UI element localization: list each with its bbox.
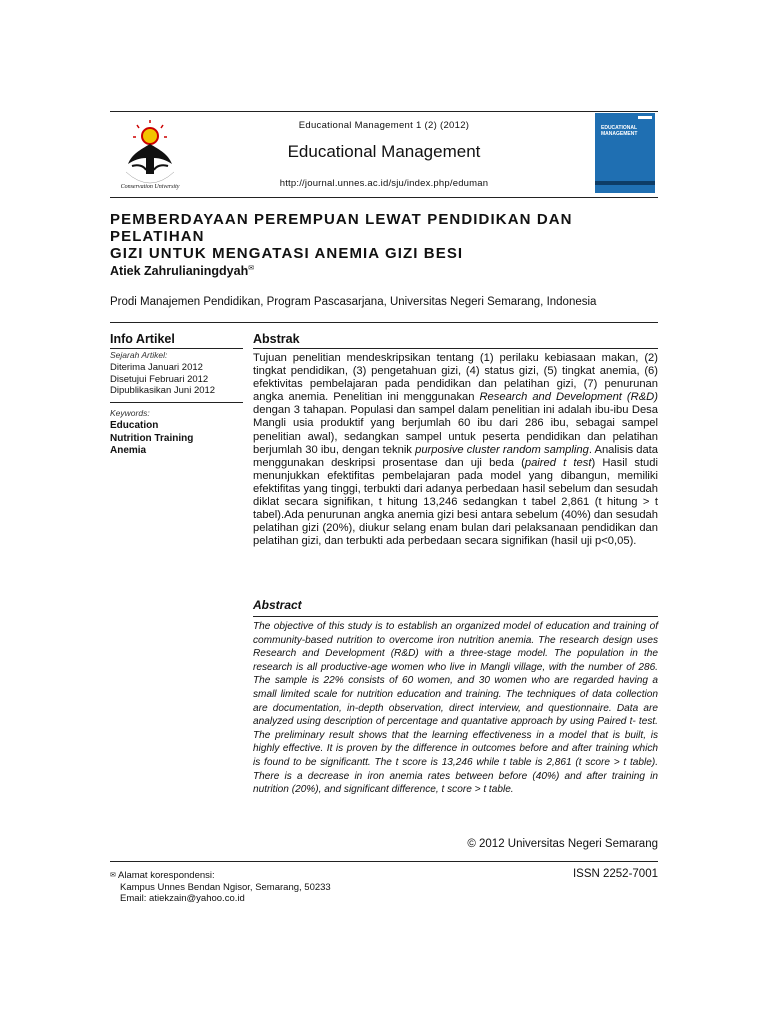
abstract-heading-rule [253, 616, 658, 617]
header-bottom-rule [110, 197, 658, 198]
correspondence [110, 870, 331, 905]
journal-issue-line: Educational Management 1 (2) (2012) [298, 120, 470, 131]
correspondence-label: Alamat korespondensi: [118, 870, 215, 881]
abstrak-heading: Abstrak [253, 332, 300, 346]
envelope-icon: ✉ [110, 872, 116, 879]
abstract-heading: Abstract [253, 598, 302, 612]
history-rule [110, 402, 243, 403]
abstrak-emphasis: paired t test [524, 456, 592, 469]
correspondence-address: Kampus Unnes Bendan Ngisor, Semarang, 50233 [120, 881, 331, 893]
header-top-rule [110, 111, 658, 112]
abstrak-text: dengan 3 tahapan. Populasi dan sampel dalam penelitian ini adalah ibu-ibu Desa Mangli usia produktif yang berjumlah 60 ibu dari 286 ibu, sebagai sampel penelitian awal), sedangkan sampel untuk peserta pendidikan dan pelatihan berjumlah 30 ibu, dengan teknik [253, 404, 658, 456]
author [110, 264, 254, 278]
journal-title: Educational Management [287, 142, 481, 161]
keyword: Anemia [110, 445, 147, 456]
info-rule [110, 322, 658, 323]
history-received: Diterima Januari 2012 [110, 362, 203, 373]
affiliation: Prodi Manajemen Pendidikan, Program Pascasarjana, Universitas Negeri Semarang, Indonesia [110, 296, 597, 308]
issn: ISSN 2252-7001 [572, 868, 658, 880]
cover-band [595, 181, 655, 185]
abstrak-emphasis: purposive cluster random sampling [415, 443, 589, 456]
svg-text:Conservation University: Conservation University [120, 184, 180, 190]
correspondence-email[interactable]: Email: atiekzain@yahoo.co.id [120, 893, 245, 904]
info-heading-rule [110, 348, 243, 349]
journal-cover-thumbnail [595, 113, 655, 193]
history-accepted: Disetujui Februari 2012 [110, 373, 209, 385]
history-label: Sejarah Artikel: [110, 350, 168, 360]
abstrak-emphasis: Research and Development (R&D) [479, 391, 658, 404]
history-published: Dipublikasikan Juni 2012 [110, 385, 216, 396]
cover-stripe [638, 116, 652, 119]
article-title-line-2: GIZI UNTUK MENGATASI ANEMIA GIZI BESI [110, 245, 464, 262]
abstrak-text: Tujuan penelitian mendeskripsikan tentang (1) perilaku kebiasaan makan, (2) tingkat pendidikan, (3) pengetahuan gizi, (4) status gizi, (5) tingkat anemia, (6) efektivitas pembelajaran pada pendidikan dan pelatihan gizi, (7) penurunan angka anemia. Penelitian ini menggunakan [253, 352, 658, 404]
copyright: © 2012 Universitas Negeri Semarang [467, 838, 658, 850]
keyword: Nutrition Training [110, 432, 194, 444]
author-name: Atiek Zahrulianingdyah [110, 264, 249, 279]
abstrak-heading-rule [253, 348, 658, 349]
keywords-label: Keywords: [110, 408, 150, 418]
envelope-icon: ✉ [248, 265, 255, 272]
cover-title: EDUCATIONAL MANAGEMENT [601, 125, 638, 137]
article-title [110, 211, 670, 262]
journal-url[interactable]: http://journal.unnes.ac.id/sju/index.php/eduman [279, 178, 489, 189]
article-title-line-1: PEMBERDAYAAN PEREMPUAN LEWAT PENDIDIKAN DAN PELATIHAN [110, 211, 573, 245]
abstract-body: The objective of this study is to establish an organized model of education and training of community-based nutrition to overcome iron nutrition anemia. The research design uses Research and Development (R&D) with a three-stage model. The population in the research is all productive-age women who live in Mangli village, with the number of 286. The sample is 22% consists of 60 women, and 30 women who are regarded having a small limited scale for nutrition education and training. The techniques of data collection are documentation, in-depth observation, direct interview, and questionnaire. Data are analyzed using description of percentage and quantative approach by using Paired t- test. The preliminary result shows that the learning effectiveness in a model that is built, is highly effective. It is proven by the difference in outcomes before and after training which is found to be significantt. The t score is 13,246 while t table is 2,861 (t score > t table). There is a decrease in iron anemia rates between before (40%) and after training in nutrition (20%), and significant difference, t score > t table. [253, 621, 658, 796]
abstrak-text: ) Hasil studi menunjukkan efektifitas pembelajaran pada model yang dibangun, memiliki efektifitas yang tinggi, terbukti dari adanya perbedaan hasil sebelum dan sesudah diklat secara signifikan, t hitung 13,246 sedangkan t tabel 2,861 (t hitung > t tabel).Ada penurunan angka anemia gizi besi antara sebelum (40%) dan sesudah pelatihan gizi (20%), diukur selang enam bulan dari pelaksanaan pendidikan dan pelatihan gizi, dan terbukti ada perbedaan secara signifikan (hasil uji p<0,05). [253, 456, 658, 548]
keywords-list [110, 420, 193, 458]
abstrak-text: . Analisis data menggunakan deskripsi prosentase dan uji beda ( [253, 443, 658, 469]
abstrak-body [253, 352, 658, 548]
footer-rule [110, 861, 658, 862]
info-heading: Info Artikel [110, 332, 175, 346]
history-list [110, 362, 215, 397]
keyword: Education [110, 420, 159, 431]
